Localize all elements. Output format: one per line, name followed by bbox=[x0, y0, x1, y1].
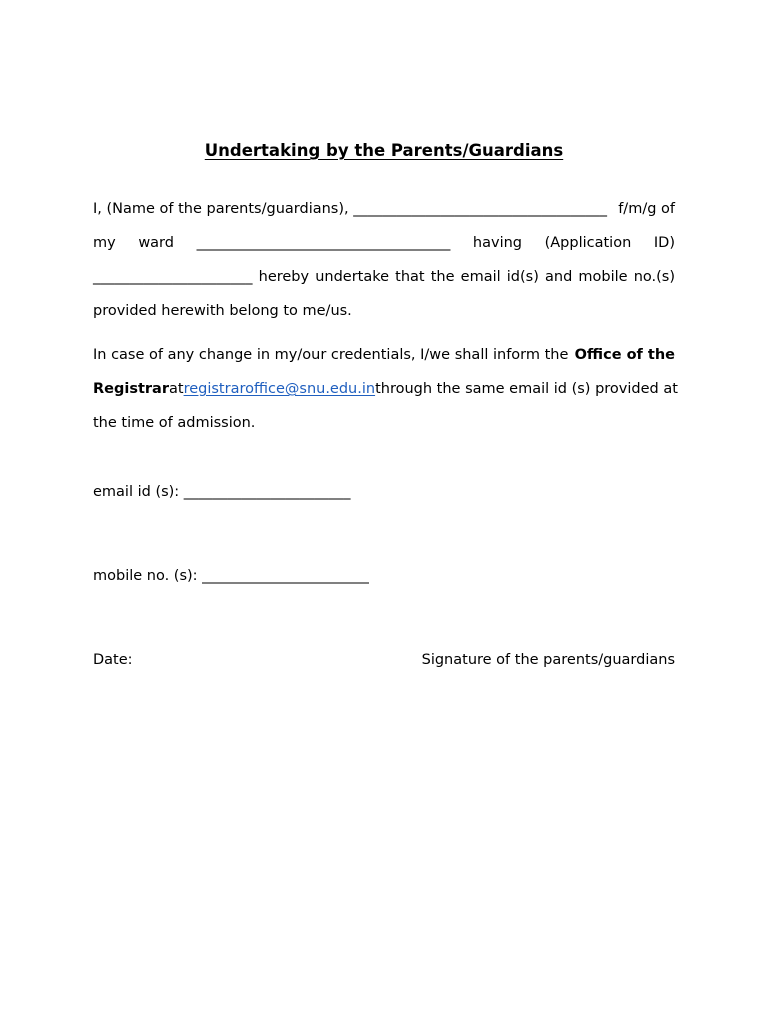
word-at: at bbox=[169, 381, 184, 397]
mobile-field[interactable]: mobile no. (s): _______________________ bbox=[93, 568, 369, 584]
office-name-bold: Office of the bbox=[574, 347, 675, 363]
relation-text: f/m/g of bbox=[618, 201, 675, 217]
para1-line1 bbox=[93, 192, 675, 226]
parent-name-blank: I, (Name of the parents/guardians), ___________________________________ bbox=[93, 201, 607, 217]
para1-line2 bbox=[93, 226, 675, 260]
application-id-blank-text: ______________________ hereby undertake that the email id(s) and mobile no.(s) bbox=[93, 269, 675, 285]
para1-line3 bbox=[93, 260, 675, 294]
change-notice-text: In case of any change in my/our credentials, I/we shall inform the bbox=[93, 347, 569, 363]
para2-line1 bbox=[93, 338, 675, 372]
para2-line2 bbox=[93, 372, 678, 406]
ward-name-blank: ___________________________________ bbox=[196, 235, 451, 251]
word-id: ID) bbox=[653, 235, 675, 251]
word-my: my bbox=[93, 235, 116, 251]
change-notice-paragraph bbox=[93, 338, 678, 440]
word-application: (Application bbox=[544, 235, 632, 251]
signature-label: Signature of the parents/guardians bbox=[421, 652, 675, 668]
date-label: Date: bbox=[93, 652, 133, 668]
undertaking-paragraph bbox=[93, 192, 675, 328]
registrar-bold: Registrar bbox=[93, 381, 169, 397]
document-title: Undertaking by the Parents/Guardians bbox=[204, 141, 564, 160]
word-having: having bbox=[472, 235, 522, 251]
email-field[interactable]: email id (s): _______________________ bbox=[93, 484, 351, 500]
same-email-text: through the same email id (s) provided at bbox=[375, 381, 678, 397]
para2-line3: the time of admission. bbox=[93, 415, 256, 431]
para1-line4: provided herewith belong to me/us. bbox=[93, 303, 352, 319]
word-ward: ward bbox=[138, 235, 174, 251]
registrar-email-link[interactable]: registraroffice@snu.edu.in bbox=[183, 381, 376, 397]
